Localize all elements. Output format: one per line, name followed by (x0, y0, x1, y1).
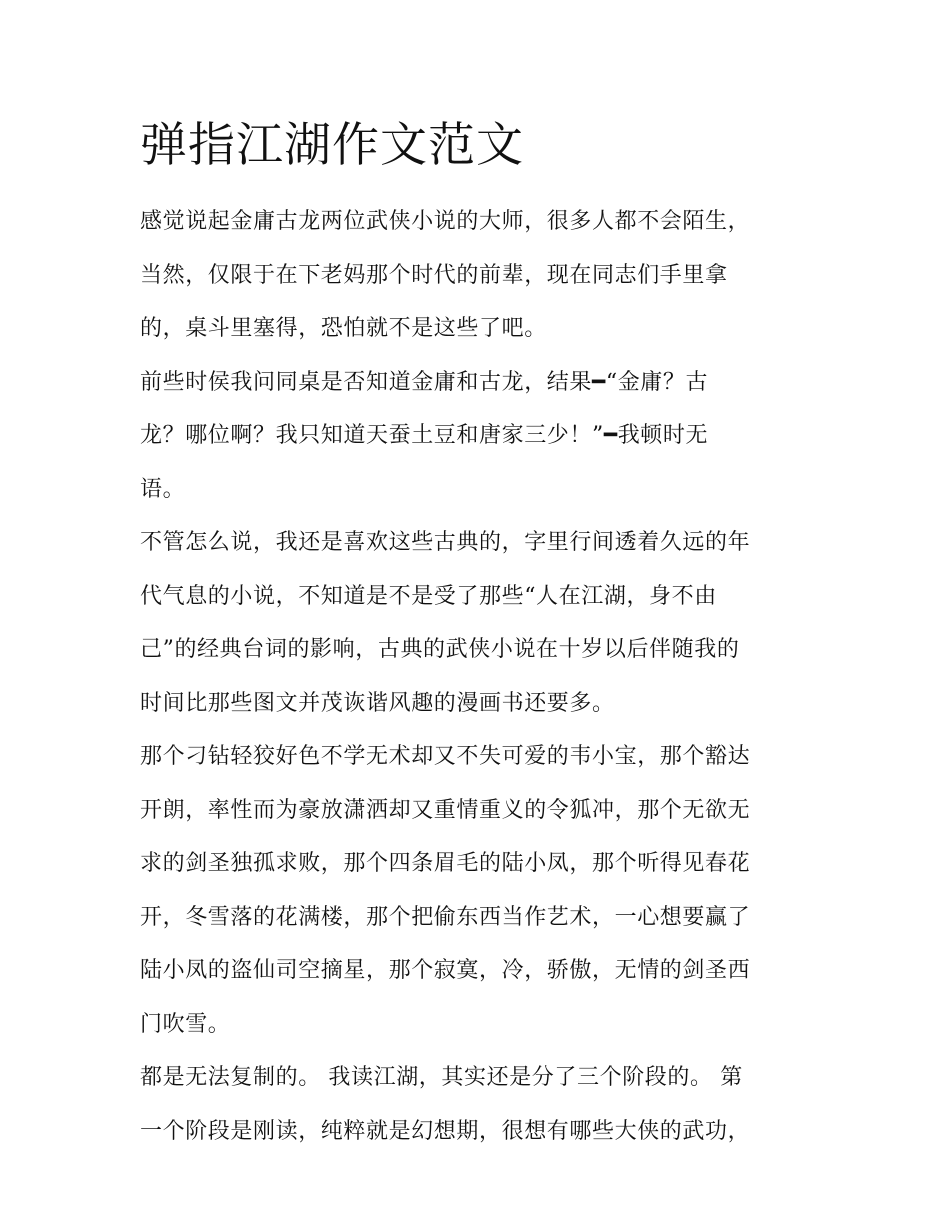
text-line: 那个刁钻轻狡好色不学无术却又不失可爱的韦小宝，那个豁达 (140, 744, 751, 769)
text-line: 己”的经典台词的影响，古典的武侠小说在十岁以后伴随我的 (140, 637, 740, 662)
text-line: 代气息的小说，不知道是不是受了那些“人在江湖，身不由 (140, 583, 717, 609)
text-line: 都是无法复制的。 我读江湖，其实还是分了三个阶段的。 第 (140, 1065, 743, 1090)
text-line: 陆小凤的盗仙司空摘星，那个寂寞，冷，骄傲，无情的剑圣西 (140, 958, 751, 983)
document-body (140, 203, 830, 1166)
text-line: 求的剑圣独孤求败，那个四条眉毛的陆小凤，那个听得见春花 (140, 851, 751, 876)
text-line: 门吹雪。 (140, 1011, 231, 1037)
text-line: 龙？哪位啊？我只知道天蚕土豆和唐家三少！”━我顿时无 (140, 423, 709, 448)
text-line: 语。 (140, 476, 186, 502)
text-line: 的，桌斗里塞得，恐怕就不是这些了吧。 (140, 316, 547, 341)
paragraph-4 (140, 738, 830, 1044)
text-line: 当然，仅限于在下老妈那个时代的前辈，现在同志们手里拿 (140, 262, 728, 288)
text-line: 不管怎么说，我还是喜欢这些古典的，字里行间透着久远的年 (140, 530, 751, 555)
text-line: 一个阶段是刚读，纯粹就是幻想期，很想有哪些大侠的武功， (140, 1118, 751, 1144)
text-line: 开朗，率性而为豪放潇洒却又重情重义的令狐冲，那个无欲无 (140, 797, 751, 823)
text-line: 开，冬雪落的花满楼，那个把偷东西当作艺术，一心想要赢了 (140, 904, 751, 930)
document-title: 弹指江湖作文范文 (140, 118, 524, 173)
paragraph-2 (140, 364, 830, 509)
paragraph-3 (140, 524, 830, 723)
paragraph-5 (140, 1059, 830, 1151)
paragraph-1 (140, 203, 830, 348)
text-line: 前些时侯我问同桌是否知道金庸和古龙，结果━“金庸？古 (140, 369, 709, 395)
text-line: 感觉说起金庸古龙两位武侠小说的大师，很多人都不会陌生， (140, 209, 751, 234)
text-line: 时间比那些图文并茂诙谐风趣的漫画书还要多。 (140, 690, 615, 716)
